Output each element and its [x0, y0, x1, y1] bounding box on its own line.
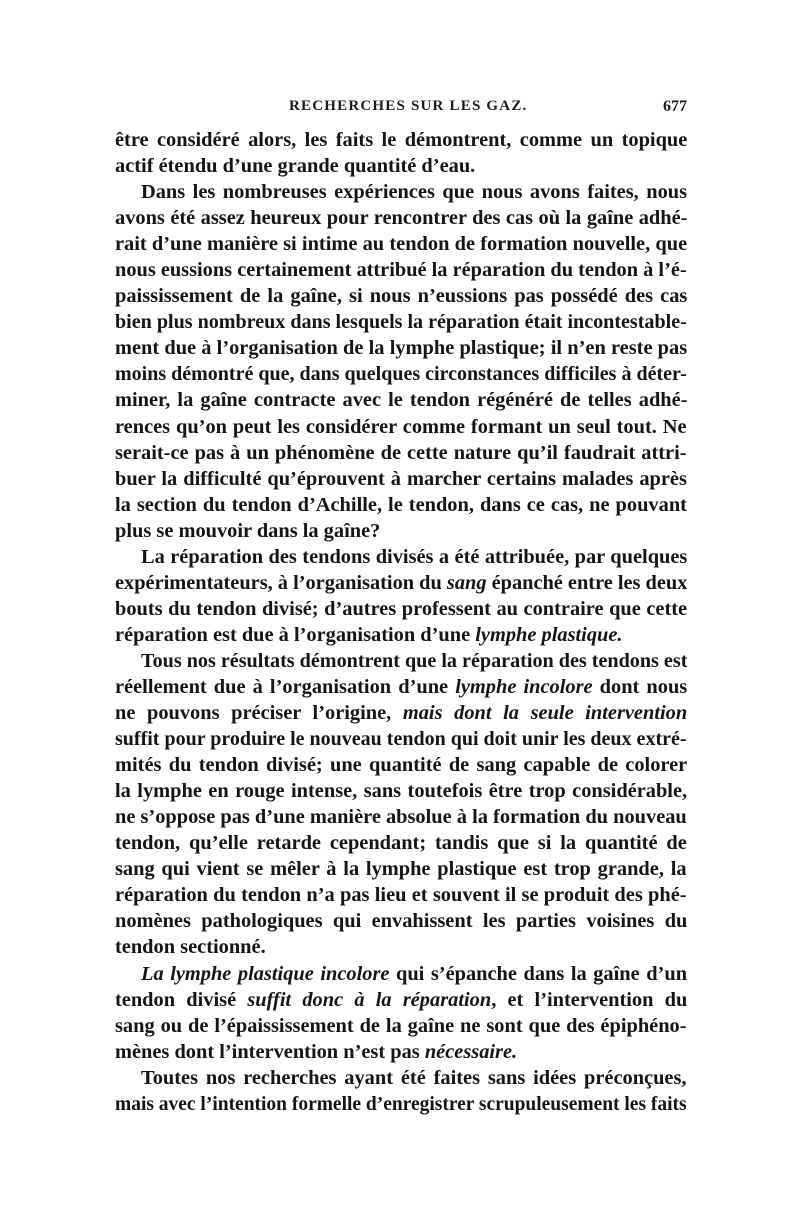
text-run: rences qu’on peut les considérer comme formant un seul tout. Ne: [115, 415, 687, 438]
text-line: [115, 596, 687, 622]
text-line: [115, 908, 687, 934]
text-line: [115, 934, 687, 960]
text-line: [115, 179, 687, 205]
body-text: [115, 127, 687, 1117]
text-run: mais avec l’intention formelle d’enregistrer scrupuleusement les faits: [115, 1092, 687, 1115]
italic-text: lymphe incolore: [455, 675, 593, 698]
text-run: Dans les nombreuses expériences que nous avons faites, nous: [141, 181, 687, 204]
text-line: [115, 361, 687, 387]
text-run: plus se mouvoir dans la gaîne?: [115, 519, 381, 542]
text-line: [115, 231, 687, 257]
text-run: miner, la gaîne contracte avec le tendon régénéré de telles adhé-: [115, 389, 687, 412]
text-run: sang ou de l’épaississement de la gaîne ne sont que des épiphéno-: [115, 1014, 687, 1037]
text-line: [115, 335, 687, 361]
italic-text: sang: [446, 571, 487, 594]
text-line: [115, 830, 687, 856]
text-run: bouts du tendon divisé; d’autres professent au contraire que cette: [115, 597, 687, 620]
text-run: nomènes pathologiques qui envahissent les parties voisines du: [115, 910, 687, 933]
text-run: être considéré alors, les faits le démontrent, comme un topique: [115, 129, 687, 151]
text-line: [115, 283, 687, 309]
text-run: ne pouvons préciser l’origine,: [115, 702, 403, 725]
text-line: [115, 257, 687, 283]
italic-text: mais dont la seule intervention: [402, 702, 687, 725]
text-line: [115, 544, 687, 570]
text-run: dont nous: [592, 675, 687, 698]
italic-text: nécessaire.: [424, 1040, 518, 1063]
text-line: [115, 309, 687, 335]
text-line: [115, 752, 687, 778]
text-run: ne s’oppose pas d’une manière absolue à la formation du nouveau: [115, 806, 687, 829]
text-run: La réparation des tendons divisés a été attribuée, par quelques: [141, 545, 687, 568]
text-run: mités du tendon divisé; une quantité de sang capable de colorer: [115, 754, 687, 777]
text-run: bien plus nombreux dans lesquels la réparation était incontestable-: [115, 311, 687, 334]
text-run: moins démontré que, dans quelques circonstances difficiles à déter-: [115, 363, 687, 386]
running-title: RECHERCHES SUR LES GAZ.: [289, 98, 528, 114]
text-run: tendon sectionné.: [115, 936, 266, 959]
text-line: [115, 700, 687, 726]
text-line: [115, 127, 687, 153]
text-run: avons été assez heureux pour rencontrer des cas où la gaîne adhé-: [115, 207, 687, 230]
text-run: buer la difficulté qu’éprouvent à marcher certains malades après: [115, 467, 687, 490]
page-number: 677: [663, 98, 687, 115]
text-line: [115, 492, 687, 518]
text-run: actif étendu d’une grande quantité d’eau.: [115, 155, 476, 178]
text-run: paississement de la gaîne, si nous n’eussions pas possédé des cas: [115, 285, 687, 308]
text-line: [115, 674, 687, 700]
text-run: réellement due à l’organisation d’une: [115, 675, 456, 698]
text-line: [115, 987, 687, 1013]
text-line: [115, 440, 687, 466]
text-run: ment due à l’organisation de la lymphe plastique; il n’en reste pas: [115, 337, 687, 360]
text-run: rait d’une manière si intime au tendon de formation nouvelle, que: [115, 233, 687, 256]
text-run: serait-ce pas à un phénomène de cette nature qu’il faudrait attri-: [115, 441, 687, 464]
text-run: épanché entre les deux: [486, 571, 687, 594]
text-run: mènes dont l’intervention n’est pas: [115, 1040, 425, 1063]
text-run: suffit pour produire le nouveau tendon qui doit unir les deux extré-: [115, 728, 687, 751]
text-line: [115, 205, 687, 231]
running-head: [112, 98, 687, 122]
italic-text: lymphe plastique.: [475, 623, 623, 646]
text-run: Toutes nos recherches ayant été faites sans idées préconçues,: [141, 1066, 687, 1089]
text-run: expérimentateurs, à l’organisation du: [115, 571, 447, 594]
text-line: [115, 961, 687, 987]
text-run: tendon, qu’elle retarde cependant; tandis que si la quantité de: [115, 832, 687, 855]
text-line: [115, 570, 687, 596]
text-run: sang qui vient se mêler à la lymphe plastique est trop grande, la: [115, 858, 687, 881]
italic-text: La lymphe plastique incolore: [141, 962, 390, 985]
text-line: [115, 414, 687, 440]
text-line: [115, 1039, 687, 1065]
text-line: [115, 856, 687, 882]
text-run: la lymphe en rouge intense, sans toutefois être trop considérable,: [115, 780, 687, 803]
text-line: [115, 518, 687, 544]
text-run: tendon divisé: [115, 988, 248, 1011]
text-line: [115, 778, 687, 804]
text-line: [115, 1091, 687, 1117]
text-line: [115, 466, 687, 492]
text-run: réparation est due à l’organisation d’une: [115, 623, 476, 646]
text-line: [115, 1065, 687, 1091]
text-line: [115, 1013, 687, 1039]
text-line: [115, 648, 687, 674]
text-line: [115, 804, 687, 830]
text-line: [115, 387, 687, 413]
text-run: la section du tendon d’Achille, le tendon, dans ce cas, ne pouvant: [115, 493, 687, 516]
text-run: qui s’épanche dans la gaîne d’un: [389, 962, 687, 985]
text-line: [115, 726, 687, 752]
text-run: Tous nos résultats démontrent que la réparation des tendons est: [141, 649, 687, 672]
text-line: [115, 882, 687, 908]
italic-text: suffit donc à la réparation: [247, 988, 492, 1011]
text-line: [115, 153, 687, 179]
text-run: réparation du tendon n’a pas lieu et souvent il se produit des phé-: [115, 884, 687, 907]
text-run: nous eussions certainement attribué la réparation du tendon à l’é-: [115, 259, 687, 282]
text-run: , et l’intervention du: [491, 988, 687, 1011]
text-line: [115, 622, 687, 648]
